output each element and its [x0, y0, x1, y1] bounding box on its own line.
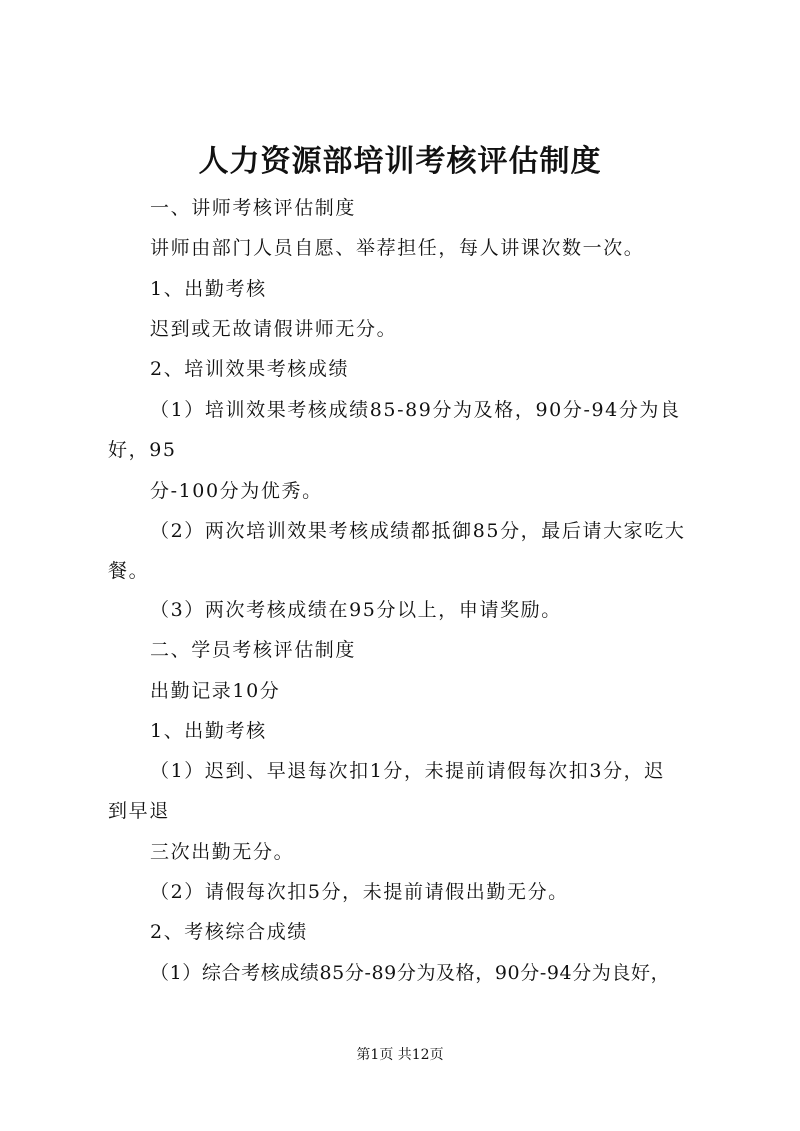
paragraph-line: 出勤记录10分	[150, 680, 281, 702]
paragraph-line: 三次出勤无分。	[150, 841, 295, 863]
paragraph-line: 迟到或无故请假讲师无分。	[150, 318, 398, 340]
paragraph-line: （3）两次考核成绩在95分以上，申请奖励。	[150, 599, 562, 621]
paragraph-line: 分-100分为优秀。	[150, 480, 323, 502]
paragraph-line: （2）两次培训效果考核成绩都抵御85分，最后请大家吃大	[150, 520, 686, 542]
paragraph-line: 到早退	[108, 800, 170, 822]
subheading-overall-score: 2、考核综合成绩	[150, 921, 308, 943]
section-heading-lecturer: 一、讲师考核评估制度	[150, 197, 357, 219]
paragraph-line: （1）综合考核成绩85分-89分为及格，90分-94分为良好，	[150, 962, 671, 984]
page-footer: 第1页 共12页	[356, 1047, 444, 1063]
paragraph-line: 餐。	[108, 560, 150, 582]
subheading-attendance: 1、出勤考核	[150, 720, 267, 742]
section-heading-trainee: 二、学员考核评估制度	[150, 639, 357, 661]
paragraph-line: 好，95	[108, 439, 177, 461]
paragraph-line: （1）培训效果考核成绩85-89分为及格，90分-94分为良	[150, 399, 681, 421]
page-title: 人力资源部培训考核评估制度	[198, 144, 602, 179]
paragraph-line: （2）请假每次扣5分，未提前请假出勤无分。	[150, 881, 569, 903]
paragraph-line: （1）迟到、早退每次扣1分，未提前请假每次扣3分，迟	[150, 760, 665, 782]
paragraph-line: 讲师由部门人员自愿、举荐担任，每人讲课次数一次。	[150, 237, 645, 259]
subheading-training-effect: 2、培训效果考核成绩	[150, 358, 350, 380]
subheading-attendance: 1、出勤考核	[150, 278, 267, 300]
